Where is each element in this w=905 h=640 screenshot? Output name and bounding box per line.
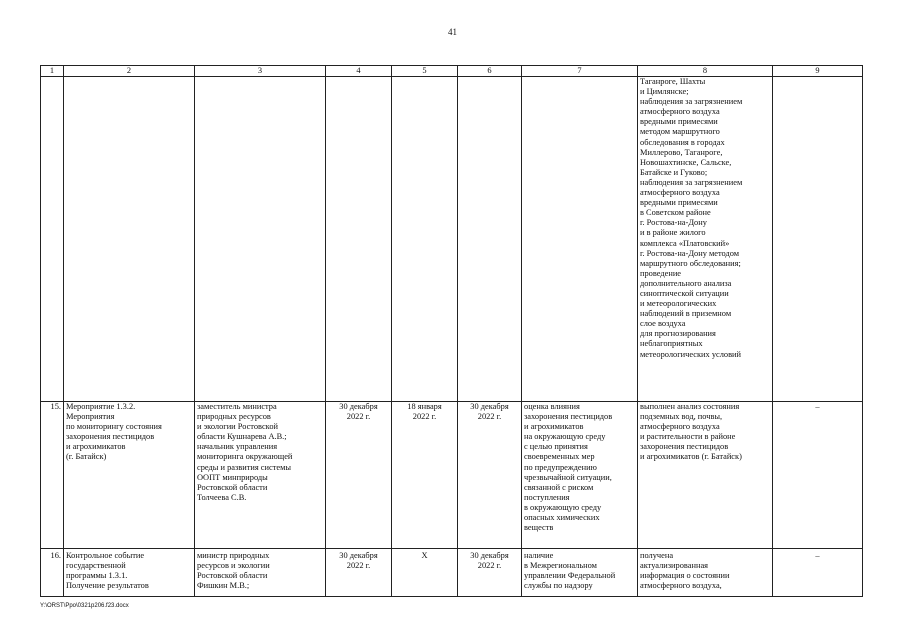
- cell-date-end: 30 декабря 2022 г.: [458, 549, 522, 597]
- cell-date-start: 18 января 2022 г.: [392, 402, 458, 549]
- program-table: [40, 65, 863, 597]
- cell-responsible: министр природных ресурсов и экологии Ростовской области Фишкин М.В.;: [195, 549, 326, 597]
- column-number-8: 8: [638, 66, 773, 77]
- cell-empty: [195, 77, 326, 402]
- column-number-4: 4: [326, 66, 392, 77]
- cell-result-continued: Таганроге, Шахты и Цимлянске; наблюдения за загрязнением атмосферного воздуха вредными примесями методом маршрутного обследования в городах Миллерово, Таганроге, Новошахтинске, Сальске, Батайске и Гуково; наблюдения за загрязнением атмосферного воздуха вредными примесями в Советском районе г. Ростова-на-Дону и в районе жилого комплекса «Платовский» г. Ростова-на-Дону методом маршрутного обследования; проведение дополнительного анализа синоптической ситуации и метеорологических наблюдений в приземном слое воздуха для прогнозирования неблагоприятных метеорологических условий: [638, 77, 773, 402]
- cell-row-number: 15.: [41, 402, 64, 549]
- cell-empty: [773, 77, 863, 402]
- footer-file-path: Y:\ORST\Ppo\0321p206.f23.docx: [40, 603, 129, 609]
- column-number-2: 2: [64, 66, 195, 77]
- cell-expected-result: наличие в Межрегиональном управлении Федеральной службы по надзору: [522, 549, 638, 597]
- column-number-1: 1: [41, 66, 64, 77]
- table-row-continued: [41, 77, 863, 402]
- column-number-3: 3: [195, 66, 326, 77]
- table-row: [41, 402, 863, 549]
- column-number-6: 6: [458, 66, 522, 77]
- cell-date-end: 30 декабря 2022 г.: [458, 402, 522, 549]
- cell-date-planned: 30 декабря 2022 г.: [326, 549, 392, 597]
- table-row: [41, 549, 863, 597]
- cell-empty: [458, 77, 522, 402]
- cell-row-number: 16.: [41, 549, 64, 597]
- cell-actual-result: получена актуализированная информация о состоянии атмосферного воздуха,: [638, 549, 773, 597]
- cell-empty: [41, 77, 64, 402]
- cell-expected-result: оценка влияния захоронения пестицидов и агрохимикатов на окружающую среду с целью принятия своевременных мер по предупреждению чрезвычайной ситуации, связанной с риском поступления в окружающую среду опасных химических веществ: [522, 402, 638, 549]
- cell-event-name: Мероприятие 1.3.2. Мероприятия по мониторингу состояния захоронения пестицидов и агрохимикатов (г. Батайск): [64, 402, 195, 549]
- cell-event-name: Контрольное событие государственной программы 1.3.1. Получение результатов: [64, 549, 195, 597]
- cell-empty: [392, 77, 458, 402]
- cell-empty: [522, 77, 638, 402]
- cell-responsible: заместитель министра природных ресурсов и экологии Ростовской области Кушнарева А.В.; начальник управления мониторинга окружающей среды и развития системы ООПТ минприроды Ростовской области Толчеева С.В.: [195, 402, 326, 549]
- cell-date-start: Х: [392, 549, 458, 597]
- cell-note: –: [773, 549, 863, 597]
- cell-date-planned: 30 декабря 2022 г.: [326, 402, 392, 549]
- cell-note: –: [773, 402, 863, 549]
- column-number-9: 9: [773, 66, 863, 77]
- column-number-row: [41, 66, 863, 77]
- cell-actual-result: выполнен анализ состояния подземных вод, почвы, атмосферного воздуха и растительности в районе захоронения пестицидов и агрохимикатов (г. Батайск): [638, 402, 773, 549]
- column-number-7: 7: [522, 66, 638, 77]
- page-number: 41: [448, 27, 457, 37]
- column-number-5: 5: [392, 66, 458, 77]
- cell-empty: [326, 77, 392, 402]
- cell-empty: [64, 77, 195, 402]
